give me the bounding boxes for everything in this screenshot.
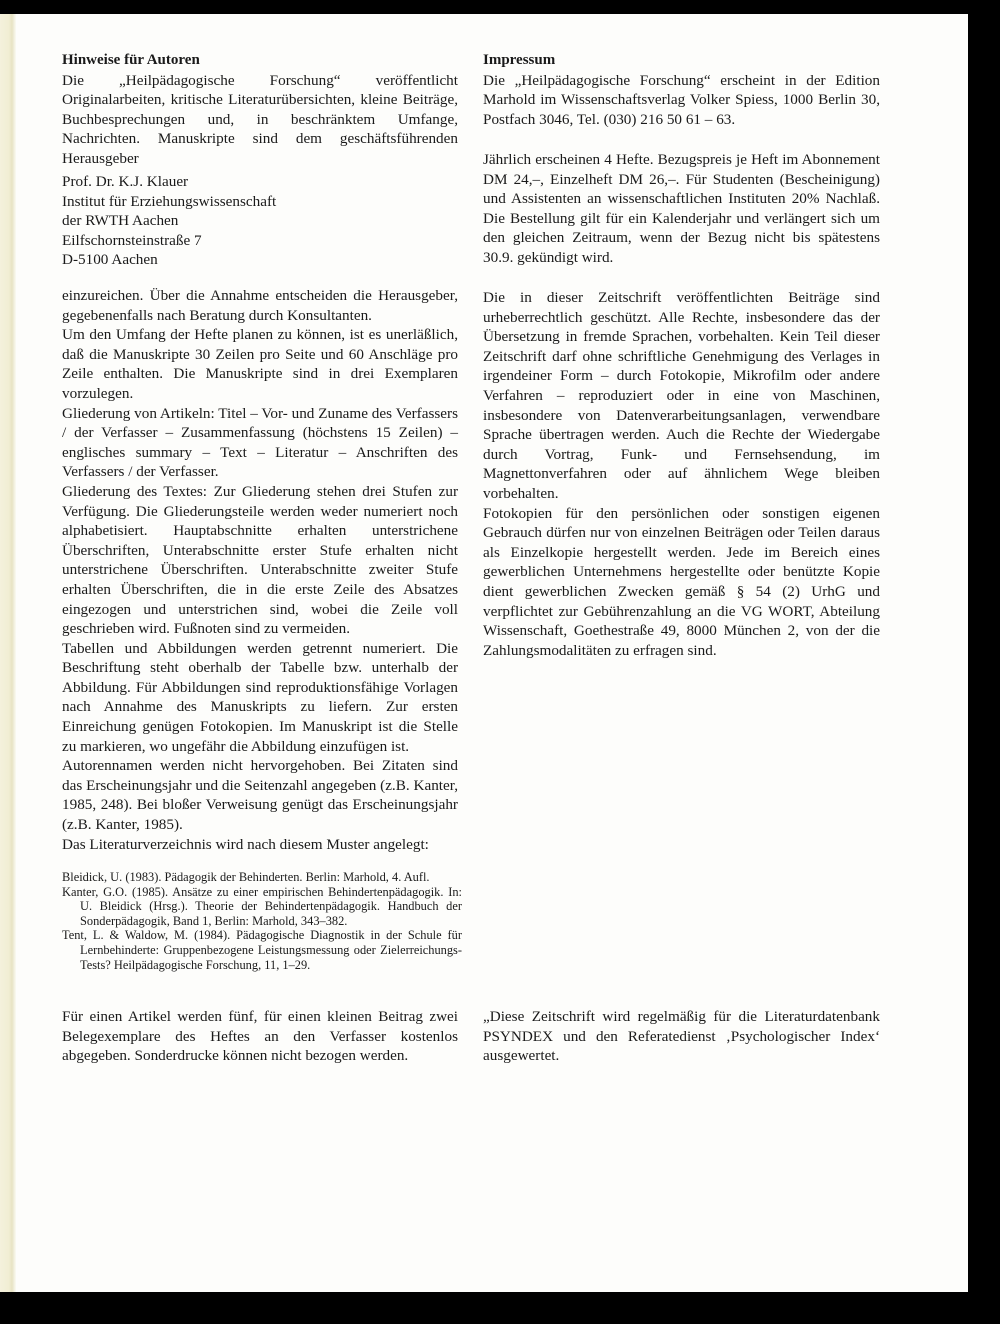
indexing-note	[483, 1007, 880, 1066]
impressum-heading: Impressum	[483, 52, 556, 68]
address-line: Prof. Dr. K.J. Klauer	[62, 173, 189, 190]
address-line: der RWTH Aachen	[62, 212, 179, 230]
page-binding-edge	[0, 14, 16, 1292]
paragraph-article-structure: Gliederung von Artikeln: Titel – Vor- und Zuname des Verfassers / der Verfasser – Zusammenfassung (höchstens 15 Zeilen) – englisches summary – Text – Literatur – Anschriften des Verfassers / der Verfasser.	[62, 404, 458, 481]
impressum-publisher: Die „Heilpädagogische Forschung“ erscheint in der Edition Marhold im Wissenschaftsverlag Volker Spiess, 1000 Berlin 30, Postfach 3046, Tel. (030) 216 50 61 – 63.	[483, 71, 880, 128]
reference-item: Kanter, G.O. (1985). Ansätze zu einer empirischen Behindertenpädagogik. In: U. Bleidick (Hrsg.). Theorie der Behindertenpädagogik. Handbuch der Sonderpädagogik, Band 1, Berlin: Marhold, 343–382.	[62, 884, 462, 928]
reference-item: Bleidick, U. (1983). Pädagogik der Behinderten. Berlin: Marhold, 4. Aufl.	[62, 870, 430, 884]
subscription-info	[483, 150, 880, 268]
author-copies-note	[62, 1007, 458, 1066]
copyright-info	[483, 288, 880, 660]
address-line: Institut für Erziehungswissenschaft	[62, 192, 277, 210]
author-guidelines-intro-text: Die „Heilpädagogische Forschung“ veröffentlicht Originalarbeiten, kritische Literaturübersichten, kleine Beiträge, Buchbesprechungen und, in beschränktem Umfange, Nachrichten. Manuskripte sind dem geschäftsführenden Herausgeber	[62, 71, 458, 167]
impressum-section	[483, 51, 880, 129]
paragraph-bibliography-intro: Das Literaturverzeichnis wird nach diesem Muster angelegt:	[62, 835, 429, 853]
paragraph-tables-figures: Tabellen und Abbildungen werden getrennt numeriert. Die Beschriftung steht oberhalb der Tabelle bzw. unterhalb der Abbildung. Für Abbildungen sind reproduktionsfähige Vorlagen nach Annahme des Manuskripts zu liefern. Zur ersten Einreichung genügen Fotokopien. Im Manuskript ist die Stelle zu markieren, wo ungefähr die Abbildung einzufügen ist.	[62, 639, 458, 755]
indexing-paragraph: „Diese Zeitschrift wird regelmäßig für die Literaturdatenbank PSYNDEX und den Referatedienst ‚Psychologischer Index‘ ausgewertet.	[483, 1008, 880, 1065]
address-line: Eilfschornsteinstraße 7	[62, 231, 202, 249]
reference-item: Tent, L. & Waldow, M. (1984). Pädagogische Diagnostik in der Schule für Lernbehinderte: Gruppenbezogene Leistungsmessung oder Zielerreichungs-Tests? Heilpädagogische Forschung, 11, 1–29.	[62, 928, 462, 972]
copyright-paragraph: Die in dieser Zeitschrift veröffentlichten Beiträge sind urheberrechtlich geschützt. Alle Rechte, insbesondere das der Übersetzung in fremde Sprachen, vorbehalten. Kein Teil dieser Zeitschrift darf ohne schriftliche Genehmigung des Verlages in irgendeiner Form – durch Fotokopie, Mikrofilm oder andere Verfahren – reproduziert oder in eine von Maschinen, insbesondere von Datenverarbeitungsanlagen, verwendbare Sprache übertragen werden. Auch die Rechte der Wiedergabe durch Vortrag, Funk- und Fernsehsendung, im Magnettonverfahren oder auf ähnlichem Wege bleiben vorbehalten.	[483, 289, 880, 502]
paragraph-manuscript-format: Um den Umfang der Hefte planen zu können, ist es unerläßlich, daß die Manuskripte 30 Zeilen pro Seite und 60 Anschläge pro Zeile enthalten. Die Manuskripte sind in drei Exemplaren vorzulegen.	[62, 326, 458, 402]
paragraph-text-structure: Gliederung des Textes: Zur Gliederung stehen drei Stufen zur Verfügung. Die Gliederungsteile werden weder numeriert noch alphabetisiert. Hauptabschnitte erhalten unterstrichene Überschriften, Unterabschnitte erster Stufe erhalten nicht unterstrichene Überschriften. Unterabschnitte zweiter Stufe erhalten Überschriften, die in die erste Zeile des Absatzes eingezogen und unterstrichen sind, wobei die Zeile voll geschrieben wird. Fußnoten sind zu vermeiden.	[62, 482, 458, 638]
address-line: D-5100 Aachen	[62, 251, 158, 269]
paragraph-submission: einzureichen. Über die Annahme entscheiden die Herausgeber, gegebenenfalls nach Beratung durch Konsultanten.	[62, 287, 458, 324]
editor-address	[62, 172, 458, 270]
author-guidelines-heading: Hinweise für Autoren	[62, 52, 200, 68]
reference-examples	[62, 870, 462, 972]
photocopy-paragraph: Fotokopien für den persönlichen oder sonstigen eigenen Gebrauch dürfen nur von einzelnen Beiträgen oder Teilen daraus als Einzelkopie hergestellt werden. Jede im Bereich eines gewerblichen Unternehmens hergestellte oder benützte Kopie dient gewerblichen Zwecken gemäß § 54 (2) UrhG und verpflichtet zur Gebührenzahlung an die VG WORT, Abteilung Wissenschaft, Goethestraße 49, 8000 München 2, von der die Zahlungsmodalitäten zu erfragen sind.	[483, 504, 880, 659]
closing-paragraph: Für einen Artikel werden fünf, für einen kleinen Beitrag zwei Belegexemplare des Heftes an den Verfasser kostenlos abgegeben. Sonderdrucke können nicht bezogen werden.	[62, 1008, 458, 1065]
author-guidelines-intro	[62, 51, 458, 169]
author-guidelines-body	[62, 286, 458, 854]
subscription-paragraph: Jährlich erscheinen 4 Hefte. Bezugspreis je Heft im Abonnement DM 24,–, Einzelheft DM 26,–. Für Studenten (Bescheinigung) und Assistenten an wissenschaftlichen Instituten 20% Nachlaß. Die Bestellung gilt für ein Kalenderjahr und verlängert sich um den gleichen Zeitraum, wenn der Bezug nicht bis spätestens 30.9. gekündigt wird.	[483, 151, 880, 266]
paragraph-citations: Autorennamen werden nicht hervorgehoben. Bei Zitaten sind das Erscheinungsjahr und die Seitenzahl angegeben (z.B. Kanter, 1985, 248). Bei bloßer Verweisung genügt das Erscheinungsjahr (z.B. Kanter, 1985).	[62, 757, 458, 834]
document-page	[0, 14, 968, 1292]
